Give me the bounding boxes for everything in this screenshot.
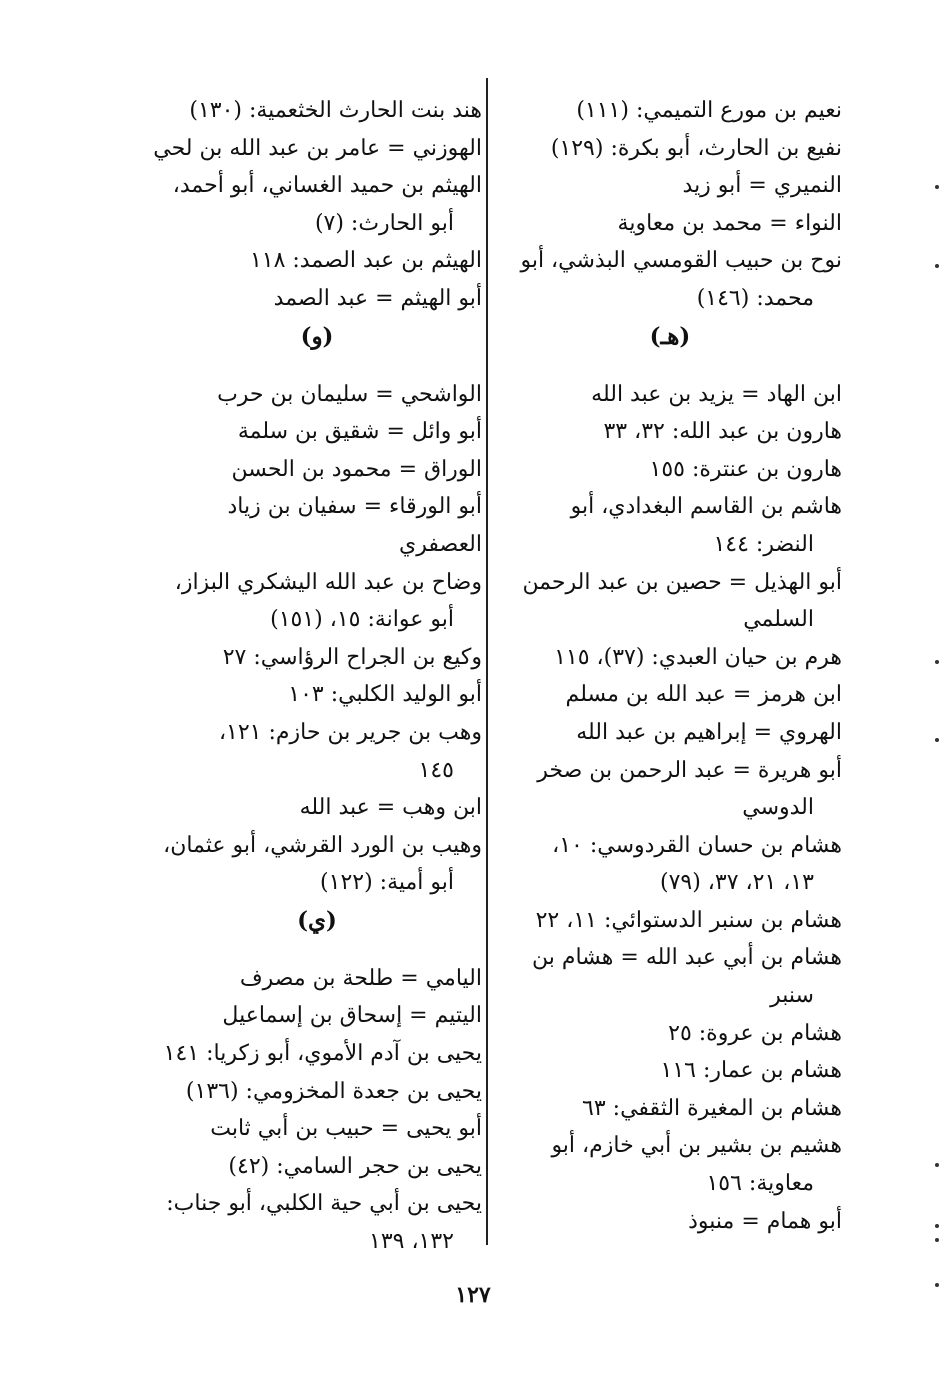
index-entry-text: النميري = أبو زيد xyxy=(682,173,842,199)
index-entry-text: نفيع بن الحارث، أبو بكرة: (١٢٩) xyxy=(550,135,842,161)
index-entry-text: الهوزني = عامر بن عبد الله بن لحي xyxy=(153,135,482,161)
index-entry-text: هشام بن عروة: ٢٥ xyxy=(668,1020,842,1046)
margin-mark xyxy=(935,1283,939,1287)
index-entry-continuation: السلمي xyxy=(743,607,814,633)
index-entry-continuation: معاوية: ١٥٦ xyxy=(706,1171,814,1197)
index-entry-text: هشام بن حسان القردوسي: ١٠، xyxy=(552,832,842,858)
index-entry-text: هرم بن حيان العبدي: (٣٧)، ١١٥ xyxy=(554,644,842,670)
margin-mark xyxy=(935,738,939,742)
index-entry-text: الواشحي = سليمان بن حرب xyxy=(217,381,482,407)
index-entry xyxy=(498,488,842,563)
index-entry-text: وهب بن جرير بن حازم: ١٢١، xyxy=(218,719,482,745)
index-entry-continuation: أبو الحارث: (٧) xyxy=(314,210,454,236)
index-entry xyxy=(152,376,482,414)
index-entry-continuation: ١٤٥ xyxy=(418,757,454,783)
index-entry xyxy=(152,1110,482,1148)
index-entry-text: النواء = محمد بن معاوية xyxy=(617,210,842,236)
index-entry xyxy=(498,714,842,752)
index-entry-continuation: الدوسي xyxy=(742,795,814,821)
index-entry-continuation: أبو أمية: (١٢٢) xyxy=(320,870,454,896)
index-entry xyxy=(498,639,842,677)
index-entry-text: أبو الهذيل = حصين بن عبد الرحمن xyxy=(522,569,842,595)
index-entry xyxy=(498,1052,842,1090)
index-entry-text: ابن هرمز = عبد الله بن مسلم xyxy=(565,682,842,708)
index-entry-continuation: محمد: (١٤٦) xyxy=(696,285,814,311)
index-entry xyxy=(152,1035,482,1073)
margin-mark xyxy=(935,660,939,664)
index-entry xyxy=(152,1185,482,1260)
index-entry-text: الهيثم بن حميد الغساني، أبو أحمد، xyxy=(172,173,482,199)
index-entry-text: أبو الوليد الكلبي: ١٠٣ xyxy=(288,682,482,708)
index-entry-text: هشيم بن بشير بن أبي خازم، أبو xyxy=(551,1133,842,1159)
index-entry-continuation: أبو عوانة: ١٥، (١٥١) xyxy=(270,607,454,633)
index-entry xyxy=(498,1015,842,1053)
index-entry xyxy=(498,413,842,451)
index-entry xyxy=(152,1148,482,1186)
index-entry-text: هشام بن سنبر الدستوائي: ١١، ٢٢ xyxy=(535,907,842,933)
index-entry-text: هارون بن عبد الله: ٣٢، ٣٣ xyxy=(603,419,842,445)
index-entry-text: هند بنت الحارث الخثعمية: (١٣٠) xyxy=(189,98,482,123)
margin-mark xyxy=(935,264,939,268)
index-entry-continuation: ١٣، ٢١، ٣٧، (٧٩) xyxy=(659,870,814,896)
index-entry xyxy=(498,564,842,639)
index-entry-text: وضاح بن عبد الله اليشكري البزاز، xyxy=(174,569,482,595)
index-entry xyxy=(498,92,842,130)
index-entry xyxy=(498,902,842,940)
index-entry xyxy=(152,827,482,902)
index-entry xyxy=(498,752,842,827)
index-entry-text: وهيب بن الورد القرشي، أبو عثمان، xyxy=(163,832,482,858)
section-letter-heading: (هـ) xyxy=(649,322,691,350)
index-column-right xyxy=(498,92,842,1240)
index-entry-text: أبو الهيثم = عبد الصمد xyxy=(273,285,482,311)
index-entry xyxy=(152,451,482,489)
index-entry-text: هشام بن أبي عبد الله = هشام بن xyxy=(531,945,842,971)
index-entry-continuation: سنبر xyxy=(770,983,814,1009)
index-entry-text: الهيثم بن عبد الصمد: ١١٨ xyxy=(249,248,482,274)
index-entry xyxy=(152,488,482,563)
index-entry xyxy=(152,413,482,451)
index-entry xyxy=(498,167,842,205)
index-entry-text: يحيى بن آدم الأموي، أبو زكريا: ١٤١ xyxy=(163,1041,482,1067)
index-entry-text: يحيى بن جعدة المخزومي: (١٣٦) xyxy=(185,1078,482,1104)
margin-mark xyxy=(935,1238,939,1242)
index-entry xyxy=(498,205,842,243)
margin-mark xyxy=(935,1163,939,1167)
index-entry xyxy=(498,939,842,1014)
page-number: ١٢٧ xyxy=(455,1282,491,1308)
index-entry xyxy=(152,714,482,789)
index-entry xyxy=(152,167,482,242)
index-entry-text: أبو هريرة = عبد الرحمن بن صخر xyxy=(537,757,842,783)
index-entry xyxy=(152,997,482,1035)
index-entry-text: نعيم بن مورع التميمي: (١١١) xyxy=(576,98,842,123)
index-entry xyxy=(498,1090,842,1128)
index-entry-text: الهروي = إبراهيم بن عبد الله xyxy=(576,719,842,745)
index-entry-text: يحيى بن حجر السامي: (٤٢) xyxy=(228,1153,482,1179)
margin-mark xyxy=(935,185,939,189)
column-divider xyxy=(486,78,488,1245)
index-entry-text: أبو يحيى = حبيب بن أبي ثابت xyxy=(210,1116,482,1142)
index-entry-text: هشام بن عمار: ١١٦ xyxy=(660,1058,842,1084)
section-letter-heading: (و) xyxy=(300,322,334,350)
index-entry xyxy=(152,789,482,827)
index-entry-text: هاشم بن القاسم البغدادي، أبو xyxy=(570,494,842,520)
index-entry-continuation: ١٣٢، ١٣٩ xyxy=(369,1229,454,1255)
index-entry xyxy=(498,1127,842,1202)
index-entry xyxy=(498,827,842,902)
index-entry xyxy=(152,564,482,639)
index-entry-text: اليتيم = إسحاق بن إسماعيل xyxy=(222,1003,482,1029)
index-entry-continuation: النضر: ١٤٤ xyxy=(713,531,814,557)
index-entry xyxy=(498,451,842,489)
index-column-left xyxy=(152,92,482,1261)
index-entry-text: أبو وائل = شقيق بن سلمة xyxy=(237,419,482,445)
index-entry-text: ابن وهب = عبد الله xyxy=(299,795,482,821)
margin-mark xyxy=(935,1224,939,1228)
index-entry xyxy=(498,242,842,317)
index-entry-text: الوراق = محمود بن الحسن xyxy=(231,456,482,482)
index-entry xyxy=(152,639,482,677)
index-entry xyxy=(498,130,842,168)
index-entry xyxy=(152,960,482,998)
index-entry-text: وكيع بن الجراح الرؤاسي: ٢٧ xyxy=(222,644,482,670)
index-entry xyxy=(152,130,482,168)
index-entry xyxy=(498,376,842,414)
index-entry xyxy=(498,676,842,714)
index-entry xyxy=(152,1073,482,1111)
index-entry-text: ابن الهاد = يزيد بن عبد الله xyxy=(591,381,842,407)
index-entry xyxy=(152,676,482,714)
index-entry-text: أبو الورقاء = سفيان بن زياد العصفري xyxy=(227,494,482,557)
index-entry-text: يحيى بن أبي حية الكلبي، أبو جناب: xyxy=(166,1191,482,1217)
index-entry xyxy=(152,280,482,318)
index-entry xyxy=(152,92,482,130)
index-entry-text: نوح بن حبيب القومسي البذشي، أبو xyxy=(520,248,842,274)
index-entry-text: هارون بن عنترة: ١٥٥ xyxy=(649,456,842,482)
index-entry-text: هشام بن المغيرة الثقفي: ٦٣ xyxy=(582,1095,842,1121)
index-entry xyxy=(498,1203,842,1241)
index-entry-text: اليامي = طلحة بن مصرف xyxy=(239,965,482,991)
section-letter-heading: (ي) xyxy=(297,906,337,934)
index-entry xyxy=(152,242,482,280)
index-entry-text: أبو همام = منبوذ xyxy=(688,1208,842,1234)
